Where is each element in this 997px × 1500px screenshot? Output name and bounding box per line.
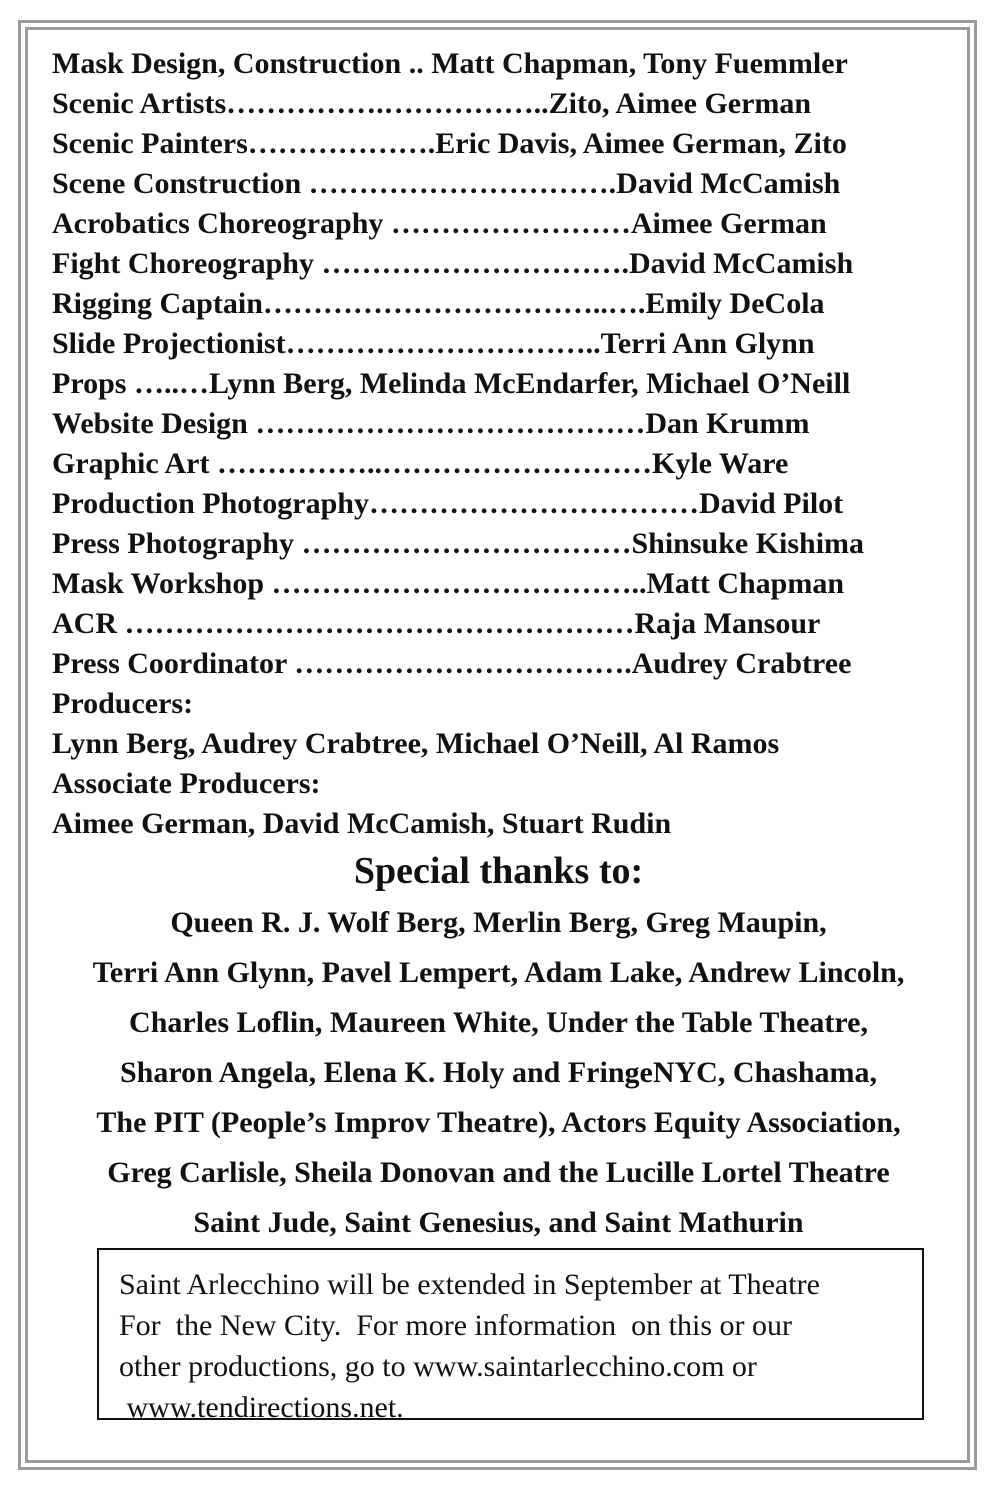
notice-line: Saint Arlecchino will be extended in September at Theatre <box>119 1268 820 1301</box>
special-thanks-line: The PIT (People’s Improv Theatre), Actors Equity Association, <box>96 1106 901 1139</box>
credit-acr: ACR ……………………………………………Raja Mansour <box>52 607 821 640</box>
credit-website-design: Website Design …………………………………Dan Krumm <box>52 407 810 440</box>
special-thanks-line: Charles Loflin, Maureen White, Under the Table Theatre, <box>129 1006 868 1039</box>
special-thanks-title: Special thanks to: <box>353 850 644 892</box>
special-thanks-line: Sharon Angela, Elena K. Holy and FringeNYC, Chashama, <box>119 1056 878 1089</box>
credit-scenic-painters: Scenic Painters……………….Eric Davis, Aimee German, Zito <box>52 127 847 160</box>
associate-producers-names: Aimee German, David McCamish, Stuart Rudin <box>52 807 672 840</box>
extension-notice-box <box>97 1248 924 1424</box>
notice-line: www.tendirections.net. <box>119 1391 404 1424</box>
credit-fight-choreography: Fight Choreography ………………………….David McCamish <box>52 247 854 280</box>
credit-rigging-captain: Rigging Captain……………………………..….Emily DeCola <box>52 287 825 320</box>
credit-press-coordinator: Press Coordinator …………………………….Audrey Crabtree <box>52 647 852 680</box>
credit-acrobatics-choreography: Acrobatics Choreography ……………………Aimee German <box>52 207 827 240</box>
credit-props: Props …..…Lynn Berg, Melinda McEndarfer, Michael O’Neill <box>52 367 851 400</box>
special-thanks-section <box>30 846 967 1248</box>
special-thanks-line: Saint Jude, Saint Genesius, and Saint Mathurin <box>193 1206 804 1239</box>
producers-names: Lynn Berg, Audrey Crabtree, Michael O’Neill, Al Ramos <box>52 727 780 760</box>
credit-slide-projectionist: Slide Projectionist…………………………..Terri Ann Glynn <box>52 327 815 360</box>
credit-press-photography: Press Photography ……………………………Shinsuke Kishima <box>52 527 865 560</box>
credits-list <box>52 44 952 844</box>
special-thanks-line: Queen R. J. Wolf Berg, Merlin Berg, Greg Maupin, <box>170 906 827 939</box>
credit-mask-design: Mask Design, Construction .. Matt Chapman, Tony Fuemmler <box>52 47 848 80</box>
associate-producers-heading: Associate Producers: <box>52 767 321 800</box>
credit-graphic-art: Graphic Art ……………..………………………Kyle Ware <box>52 447 789 480</box>
credit-scene-construction: Scene Construction ………………………….David McCamish <box>52 167 841 200</box>
notice-line: other productions, go to www.saintarlecchino.com or <box>119 1350 757 1383</box>
credit-production-photography: Production Photography……………………………David Pilot <box>52 487 844 520</box>
credit-mask-workshop: Mask Workshop ………………………………..Matt Chapman <box>52 567 845 600</box>
special-thanks-line: Terri Ann Glynn, Pavel Lempert, Adam Lake, Andrew Lincoln, <box>92 956 905 989</box>
credit-scenic-artists: Scenic Artists…………….……………..Zito, Aimee German <box>52 87 812 120</box>
producers-heading: Producers: <box>52 687 194 720</box>
notice-line: For the New City. For more information on this or our <box>119 1309 792 1342</box>
special-thanks-line: Greg Carlisle, Sheila Donovan and the Lucille Lortel Theatre <box>107 1156 890 1189</box>
